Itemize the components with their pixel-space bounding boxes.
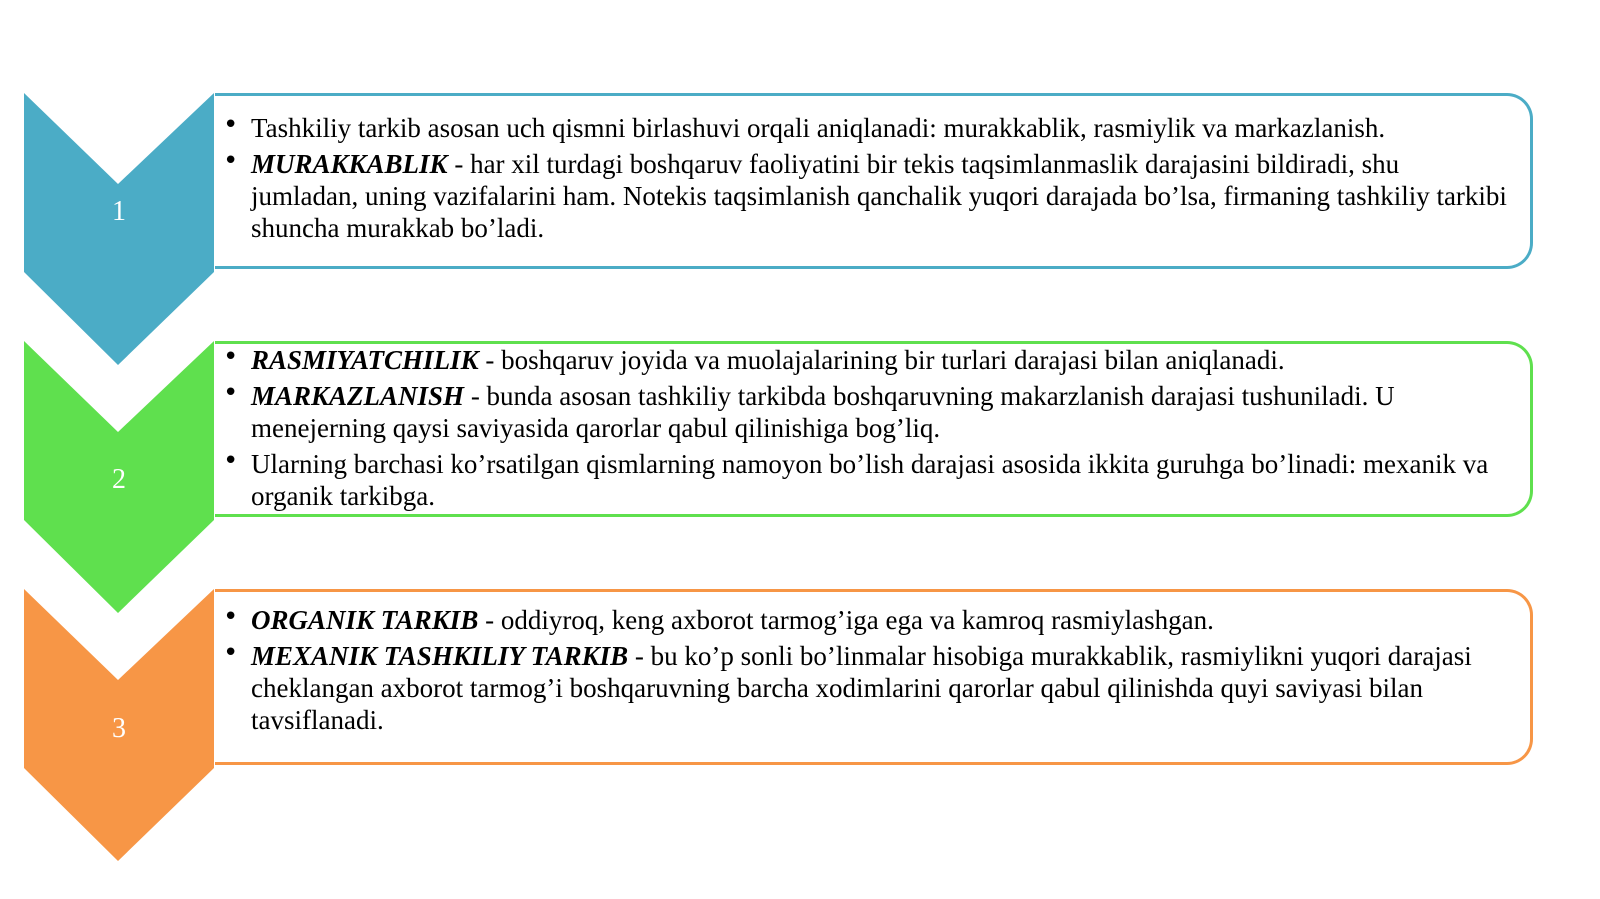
- step-number-3: 3: [112, 713, 126, 744]
- step-panel-3: [215, 589, 1533, 765]
- bullet-term: MEXANIK TASHKILIY TARKIB: [251, 641, 629, 671]
- bullet-item: [215, 344, 1530, 376]
- bullet-icon: •: [223, 378, 239, 408]
- bullet-item: [215, 148, 1530, 244]
- bullet-item: [215, 604, 1530, 636]
- bullet-icon: •: [223, 638, 239, 668]
- bullet-icon: •: [223, 602, 239, 632]
- bullet-text: Ularning barchasi ko’rsatilgan qismlarning namoyon bo’lish darajasi asosida ikkita guruhga bo’linadi: mexanik va organik tarkibga.: [251, 449, 1489, 511]
- step-panel-1: [215, 93, 1533, 269]
- bullet-term: RASMIYATCHILIK: [251, 345, 479, 375]
- step-number-2: 2: [112, 464, 126, 495]
- bullet-icon: •: [223, 110, 239, 140]
- bullet-list: [215, 344, 1530, 512]
- bullet-text: - bunda asosan tashkiliy tarkibda boshqaruvning makarzlanish darajasi tushuniladi. U menejerning qaysi saviyasida qarorlar qabul qilinishiga bog’liq.: [251, 381, 1395, 443]
- bullet-item: [215, 448, 1530, 512]
- bullet-text: - har xil turdagi boshqaruv faoliyatini bir tekis taqsimlanmaslik darajasini bildiradi, shu jumladan, uning vazifalarini ham. Notekis taqsimlanish qanchalik yuqori darajada bo’lsa, firmaning tashkiliy tarkibi shuncha murakkab bo’ladi.: [251, 149, 1507, 243]
- bullet-item: [215, 640, 1530, 736]
- chevron-1: [24, 93, 214, 365]
- step-number-1: 1: [112, 196, 126, 227]
- step-panel-2: [215, 341, 1533, 517]
- bullet-text: - oddiyroq, keng axborot tarmog’iga ega va kamroq rasmiylashgan.: [478, 605, 1214, 635]
- bullet-text: - bu ko’p sonli bo’linmalar hisobiga murakkablik, rasmiylikni yuqori darajasi cheklangan axborot tarmog’i boshqaruvning barcha xodimlarini qarorlar qabul qilinishda quyi saviyasi bilan tavsiflanadi.: [251, 641, 1472, 735]
- bullet-icon: •: [223, 342, 239, 372]
- bullet-list: [215, 112, 1530, 244]
- bullet-term: ORGANIK TARKIB: [251, 605, 479, 635]
- bullet-text: - boshqaruv joyida va muolajalarining bir turlari darajasi bilan aniqlanadi.: [478, 345, 1285, 375]
- bullet-list: [215, 604, 1530, 736]
- bullet-item: [215, 380, 1530, 444]
- bullet-icon: •: [223, 446, 239, 476]
- bullet-term: MARKAZLANISH: [251, 381, 465, 411]
- bullet-term: MURAKKABLIK: [251, 149, 448, 179]
- bullet-item: [215, 112, 1530, 144]
- bullet-text: Tashkiliy tarkib asosan uch qismni birlashuvi orqali aniqlanadi: murakkablik, rasmiylik va markazlanish.: [251, 113, 1386, 143]
- bullet-icon: •: [223, 146, 239, 176]
